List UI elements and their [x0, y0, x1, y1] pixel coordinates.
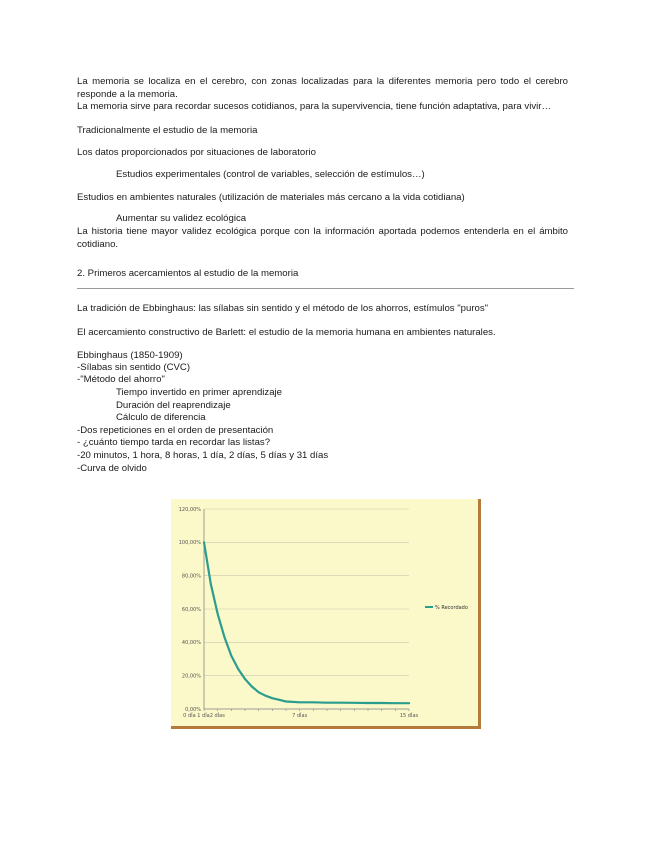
data-point	[408, 702, 410, 704]
y-tick-label: 0,00%	[185, 706, 201, 713]
section-paragraph-ebbinghaus: La tradición de Ebbinghaus: las sílabas sin sentido y el método de los ahorros, estímulos "puros"	[77, 303, 489, 314]
section-heading: 2. Primeros acercamientos al estudio de la memoria	[77, 268, 299, 279]
data-point	[224, 636, 226, 638]
intro-paragraph-function: La memoria sirve para recordar sucesos cotidianos, para la supervivencia, tiene función adaptativa, para vivir…	[77, 101, 552, 112]
data-point	[353, 702, 355, 704]
intro-paragraph-ecological: Aumentar su validez ecológica	[116, 213, 247, 224]
x-tick-label: 15 dÍas	[399, 713, 419, 719]
list-item: -Curva de olvido	[77, 463, 147, 474]
list-item: Tiempo invertido en primer aprendizaje	[116, 387, 283, 398]
y-tick-label: 20,00%	[181, 673, 201, 680]
intro-paragraph-localization: La memoria se localiza en el cerebro, con zonas localizadas para la diferentes memoria pero todo el cerebro responde a la memoria.	[77, 76, 568, 100]
y-tick-label: 80,00%	[181, 573, 201, 580]
data-point	[340, 702, 342, 704]
x-tick-label: 0 dÍa 1 dÍa2 dÍas	[183, 713, 225, 719]
data-point	[244, 678, 246, 680]
list-item: - ¿cuánto tiempo tarda en recordar las listas?	[77, 437, 271, 448]
data-point	[203, 541, 205, 543]
intro-paragraph-natural: Estudios en ambientes naturales (utilización de materiales más cercano a la vida cotidiana)	[77, 192, 465, 203]
forgetting-curve-chart	[171, 499, 481, 729]
y-tick-label: 100,00%	[178, 540, 201, 547]
list-item: Ebbinghaus (1850-1909)	[77, 350, 183, 361]
x-tick-label: 7 dÍas	[292, 713, 308, 719]
data-point	[265, 695, 267, 697]
data-point	[237, 668, 239, 670]
data-point	[278, 699, 280, 701]
chart-canvas	[171, 499, 478, 726]
data-point	[299, 701, 301, 703]
y-tick-label: 60,00%	[181, 606, 201, 613]
y-tick-label: 40,00%	[181, 640, 201, 647]
legend-label: % Recordado	[435, 604, 468, 611]
data-point	[258, 691, 260, 693]
y-tick-label: 120,00%	[178, 506, 201, 513]
data-point	[210, 583, 212, 585]
data-point	[285, 701, 287, 703]
intro-paragraph-laboratory: Los datos proporcionados por situaciones de laboratorio	[77, 147, 316, 158]
data-point	[312, 701, 314, 703]
data-point	[271, 697, 273, 699]
data-point	[251, 686, 253, 688]
list-item: Cálculo de diferencia	[116, 412, 206, 423]
section-paragraph-barlett: El acercamiento constructivo de Barlett: el estudio de la memoria humana en ambientes naturales.	[77, 327, 496, 338]
data-point	[381, 702, 383, 704]
data-point	[326, 702, 328, 704]
section-divider	[77, 288, 574, 289]
data-point	[217, 613, 219, 615]
data-point	[394, 702, 396, 704]
list-item: -Dos repeticiones en el orden de presentación	[77, 425, 274, 436]
intro-paragraph-experimental: Estudios experimentales (control de variables, selección de estímulos…)	[116, 169, 425, 180]
series-line	[204, 542, 409, 703]
data-point	[230, 655, 232, 657]
list-item: -Sílabas sin sentido (CVC)	[77, 362, 191, 373]
list-item: -20 minutos, 1 hora, 8 horas, 1 día, 2 días, 5 días y 31 días	[77, 450, 329, 461]
list-item: Duración del reaprendizaje	[116, 400, 231, 411]
list-item: -"Método del ahorro"	[77, 374, 165, 385]
intro-paragraph-traditional: Tradicionalmente el estudio de la memoria	[77, 125, 258, 136]
intro-paragraph-history: La historia tiene mayor validez ecológica porque con la información aportada podemos entenderla en el ámbito cotidiano.	[77, 226, 568, 250]
data-point	[367, 702, 369, 704]
